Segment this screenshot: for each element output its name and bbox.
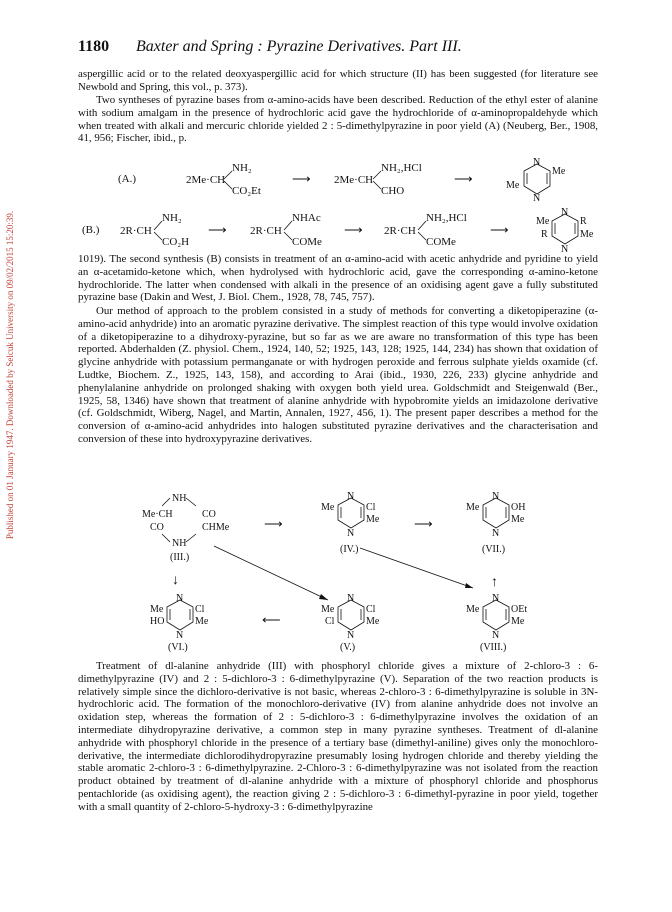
- scheme-a-reactant-top: NH₂: [232, 162, 252, 174]
- arrow-v-vi: ⟵: [262, 612, 281, 627]
- viii-label: (VIII.): [480, 642, 507, 653]
- scheme-b-ring-n-top: N: [561, 207, 569, 218]
- scheme-a-intermediate-bottom: CHO: [381, 185, 405, 197]
- v-me: Me: [321, 604, 335, 615]
- scheme-b-ring-n-bottom: N: [561, 244, 569, 255]
- vii-oh: OH: [511, 502, 526, 513]
- scheme-a-reactant: 2Me·CH: [186, 174, 226, 186]
- vi-me-2: Me: [195, 616, 209, 627]
- scheme-b-label: (B.): [82, 224, 100, 236]
- scheme-b-product-ring: [552, 214, 578, 244]
- arrow-iii-iv: ⟶: [264, 516, 283, 531]
- scheme-a-product-ring: [524, 164, 550, 194]
- compound-iv: [321, 491, 380, 555]
- page-number: 1180: [78, 38, 110, 55]
- scheme-a-arrow-2: ⟶: [454, 171, 473, 186]
- scheme-b-r2-bottom: COMe: [292, 236, 322, 248]
- viii-me-2: Me: [511, 616, 525, 627]
- scheme-b-r3-bottom: COMe: [426, 236, 456, 248]
- paragraph-5: Treatment of dl-alanine anhydride (III) with phosphoryl chloride gives a mixture of 2-chloro-3 : 6-dimethylpyrazine (IV) and 2 : 5-dichloro-3 : 6-dimethylpyrazine (V). Separation of the two reaction products is relatively simple since the dichloro-derivative is not basic, whereas 2-chloro-3 : 6-dimethylpyrazine is soluble in 3N-hydrochloric acid. The formation of the monochloro-derivative (IV) from alanine anhydride does not involve an oxidation step, whereas the formation of 2 : 5-dichloro-3 : 6-dimethylpyrazine involves the oxidation of an intermediate dihydropyrazine derivative, a common step in many pyrazine syntheses. Treatment of dl-alanine anhydride with phosphoryl chloride in the presence of a tertiary base (dimethyl-aniline) gives only the monochloro-derivative, the intermediate dichlorodihydropyrazine presumably losing hydrogen chloride and thereby yielding the stable aromatic 2-chloro-3 : 6-dimethylpyrazine. 2-Chloro-3 : 6-dimethylpyrazine was not isolated from the reaction product obtained by treatment of dl-alanine anhydride with a mixture of phosphoryl chloride and phosphorus pentachloride (as oxidising agent), the reaction giving 2 : 5-dichloro-3 : 6-dimethyl-pyrazine in poor yield, together with a small quantity of 2-chloro-5-hydroxy-3 : 6-dimethylpyrazine: [78, 660, 598, 813]
- watermark-text: Published on 01 January 1947. Downloaded by Selcuk University on 09/02/2015 15:20:39.: [5, 210, 15, 540]
- scheme-a-sub-right: Me: [552, 166, 566, 177]
- scheme-b-sub-br: Me: [580, 229, 594, 240]
- scheme-b: [78, 206, 598, 256]
- iv-me-2: Me: [366, 514, 380, 525]
- iv-cl: Cl: [366, 502, 376, 513]
- scheme-a-intermediate: 2Me·CH: [334, 174, 374, 186]
- arrow-iii-vi: ↓: [172, 573, 179, 588]
- vii-me: Me: [466, 502, 480, 513]
- v-cl-left: Cl: [325, 616, 335, 627]
- iii-nh-bottom: NH: [172, 538, 187, 549]
- iii-co-left: CO: [150, 522, 164, 533]
- v-n-top: N: [347, 593, 355, 604]
- vi-ho: HO: [150, 616, 165, 627]
- vii-n-bottom: N: [492, 528, 500, 539]
- scheme-b-r1-top: NH₂: [162, 212, 182, 224]
- vi-label: (VI.): [168, 642, 188, 653]
- scheme-b-r1-bottom: CO₂H: [162, 236, 190, 248]
- scheme-b-sub-tl: Me: [536, 216, 550, 227]
- scheme-b-arrow-1: ⟶: [208, 222, 227, 237]
- iv-n-top: N: [347, 491, 355, 502]
- compound-v: [321, 593, 380, 653]
- running-title: Baxter and Spring : Pyrazine Derivatives. Part III.: [136, 38, 462, 55]
- vii-n-top: N: [492, 491, 500, 502]
- compound-vi: [150, 593, 209, 653]
- iii-mech: Me·CH: [142, 509, 173, 520]
- scheme-b-r2: 2R·CH: [250, 225, 282, 237]
- vii-label: (VII.): [482, 544, 506, 555]
- vi-n-bottom: N: [176, 630, 184, 641]
- scheme-c: [78, 488, 598, 658]
- scheme-b-r1: 2R·CH: [120, 225, 152, 237]
- v-n-bottom: N: [347, 630, 355, 641]
- vi-cl: Cl: [195, 604, 205, 615]
- scheme-a-label: (A.): [118, 173, 137, 185]
- scheme-a: [78, 158, 598, 208]
- iii-nh-top: NH: [172, 493, 187, 504]
- scheme-b-r2-top: NHAc: [292, 212, 321, 224]
- v-me-2: Me: [366, 616, 380, 627]
- compound-iii: [142, 493, 230, 563]
- iii-chme: CHMe: [202, 522, 230, 533]
- vii-me-2: Me: [511, 514, 525, 525]
- iii-co-right: CO: [202, 509, 216, 520]
- v-label: (V.): [340, 642, 356, 653]
- iv-n-bottom: N: [347, 528, 355, 539]
- iv-me: Me: [321, 502, 335, 513]
- viii-oet: OEt: [511, 604, 528, 615]
- viii-n-top: N: [492, 593, 500, 604]
- paragraph-2: Two syntheses of pyrazine bases from α-amino-acids have been described. Reduction of the ethyl ester of alanine with sodium amalgam in the presence of hydrochloric acid gave the hydrochloride of α-aminopropaldehyde which when treated with alkali and mercuric chloride yielded 2 : 5-dimethylpyrazine in poor yield (A) (Neuberg, Ber., 1908, 41, 956; Fischer, ibid., p.: [78, 94, 598, 145]
- scheme-b-arrow-2: ⟶: [344, 222, 363, 237]
- paragraph-3: 1019). The second synthesis (B) consists in treatment of an α-amino-acid with acetic anhydride and pyridine to yield an α-acetamido-ketone which, when hydrolysed with hydrochloric acid, gave the corresponding α-amino-ketone hydrochloride. The latter when condensed with alkali in the presence of an oxidising agent gave a fully substituted pyrazine base (Dakin and West, J. Biol. Chem., 1928, 78, 745, 757).: [78, 253, 598, 304]
- scheme-b-sub-tr: R: [580, 216, 587, 227]
- compound-vii: [466, 491, 525, 555]
- paragraph-4: Our method of approach to the problem consisted in a study of methods for converting a diketopiperazine (α-amino-acid anhydride) into an aromatic pyrazine derivative. The simplest reaction of this type would involve oxidation of a diketopiperazine to a dihydroxy-pyrazine, but so far as we are aware no transformation of this type has been reported. Abderhalden (Z. physiol. Chem., 1924, 140, 52; 1925, 143, 128; 1925, 144, 234) has shown that oxidation of glycine anhydride with potassium permanganate or with hydrogen peroxide and ferrous sulphate yields oxamide (cf. Ludtke, Biochem. Z., 1925, 143, 158), and according to Arai (ibid., 1930, 226, 233) glycine anhydride and phenylalanine anhydride on prolonged shaking with oxygen both yield urea. Goldschmidt and Steigenwald (Ber., 1925, 58, 1346) have shown that treatment of alanine anhydride with hypobromite yields an imidazolone derivative (cf. Goldschmidt, Wiberg, Nagel, and Martin, Annalen, 1927, 456, 1). The present paper describes a method for the conversion of α-amino-acid anhydrides into halogen substituted pyrazine derivatives and the characterisation and conversion of these into hydroxypyrazine derivatives.: [78, 305, 598, 445]
- scheme-a-ring-n-bottom: N: [533, 193, 541, 204]
- arrow-iv-vii: ⟶: [414, 516, 433, 531]
- iv-label: (IV.): [340, 544, 359, 555]
- scheme-b-r3-top: NH₂,HCl: [426, 212, 467, 224]
- running-header: [78, 38, 598, 60]
- compound-viii: [466, 593, 527, 653]
- vi-n-top: N: [176, 593, 184, 604]
- scheme-a-intermediate-top: NH₂,HCl: [381, 162, 422, 174]
- scheme-b-r3: 2R·CH: [384, 225, 416, 237]
- download-watermark: [4, 160, 16, 590]
- scheme-a-sub-left: Me: [506, 180, 520, 191]
- arrow-viii-vii: ↑: [491, 575, 498, 590]
- viii-me: Me: [466, 604, 480, 615]
- v-cl-right: Cl: [366, 604, 376, 615]
- iii-label: (III.): [170, 552, 190, 563]
- scheme-a-reactant-bottom: CO₂Et: [232, 185, 261, 197]
- scheme-b-arrow-3: ⟶: [490, 222, 509, 237]
- scheme-a-arrow-1: ⟶: [292, 171, 311, 186]
- scheme-a-ring-n-top: N: [533, 158, 541, 168]
- viii-n-bottom: N: [492, 630, 500, 641]
- paragraph-1: aspergillic acid or to the related deoxyaspergillic acid for which structure (II) has been suggested (for literature see Newbold and Spring, this vol., p. 373).: [78, 68, 598, 93]
- scheme-b-sub-bl: R: [541, 229, 548, 240]
- vi-me: Me: [150, 604, 164, 615]
